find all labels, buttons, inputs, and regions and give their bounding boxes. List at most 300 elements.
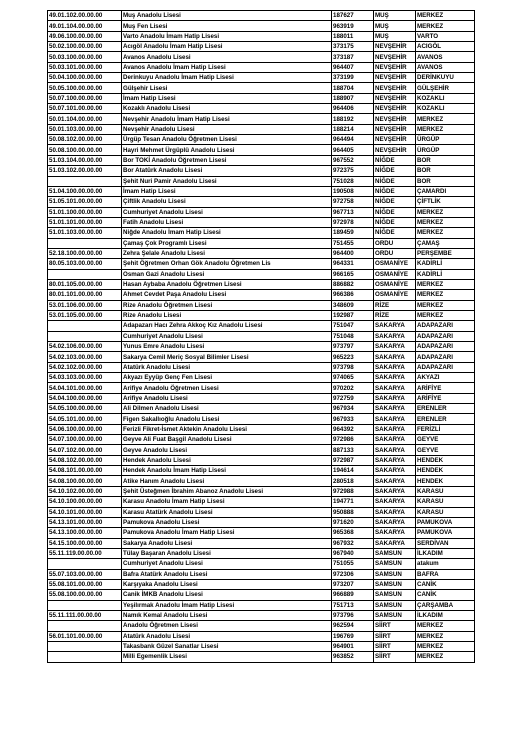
district-cell: AVANOS xyxy=(416,62,475,72)
school-id-cell: 964406 xyxy=(332,104,374,114)
institution-code-cell: 54.15.100.00.00.00 xyxy=(48,538,122,548)
province-cell: SİİRT xyxy=(374,652,416,662)
school-name-cell: Cumhuriyet Anadolu Lisesi xyxy=(122,207,332,217)
district-cell: KOZAKLI xyxy=(416,93,475,103)
school-id-cell: 965368 xyxy=(332,528,374,538)
school-name-cell: Tülay Başaran Anadolu Lisesi xyxy=(122,548,332,558)
table-row xyxy=(48,528,475,538)
district-cell: MERKEZ xyxy=(416,217,475,227)
district-cell: ÜRGÜP xyxy=(416,145,475,155)
table-row xyxy=(48,352,475,362)
table-row xyxy=(48,569,475,579)
province-cell: NEVŞEHİR xyxy=(374,83,416,93)
school-id-cell: 964494 xyxy=(332,135,374,145)
school-name-cell: Atike Hanım Anadolu Lisesi xyxy=(122,476,332,486)
school-name-cell: Ürgüp Tesan Anadolu Öğretmen Lisesi xyxy=(122,135,332,145)
school-id-cell: 973798 xyxy=(332,362,374,372)
province-cell: SAMSUN xyxy=(374,548,416,558)
province-cell: SAKARYA xyxy=(374,393,416,403)
district-cell: MERKEZ xyxy=(416,124,475,134)
school-id-cell: 192987 xyxy=(332,310,374,320)
school-id-cell: 963919 xyxy=(332,21,374,31)
district-cell: AKYAZI xyxy=(416,373,475,383)
institution-code-cell: 49.01.104.00.00.00 xyxy=(48,21,122,31)
institution-code-cell: 54.13.100.00.00.00 xyxy=(48,528,122,538)
province-cell: NEVŞEHİR xyxy=(374,93,416,103)
school-id-cell: 967940 xyxy=(332,548,374,558)
province-cell: SAKARYA xyxy=(374,342,416,352)
table-row xyxy=(48,548,475,558)
table-row xyxy=(48,135,475,145)
district-cell: KARASU xyxy=(416,497,475,507)
province-cell: SAKARYA xyxy=(374,373,416,383)
school-name-cell: Zehra Şelale Anadolu Lisesi xyxy=(122,248,332,258)
school-name-cell: Şehit Öğretmen Orhan Gök Anadolu Öğretmen Lis xyxy=(122,259,332,269)
school-name-cell: Geyve Ali Fuat Başgil Anadolu Lisesi xyxy=(122,435,332,445)
institution-code-cell xyxy=(48,652,122,662)
institution-code-cell: 54.10.101.00.00.00 xyxy=(48,507,122,517)
table-row xyxy=(48,621,475,631)
province-cell: SAKARYA xyxy=(374,517,416,527)
province-cell: SAKARYA xyxy=(374,538,416,548)
school-name-cell: Derinkuyu Anadolu İmam Hatip Lisesi xyxy=(122,73,332,83)
institution-code-cell: 51.01.100.00.00.00 xyxy=(48,207,122,217)
school-id-cell: 751047 xyxy=(332,321,374,331)
school-name-cell: Acıgöl Anadolu İmam Hatip Lisesi xyxy=(122,42,332,52)
province-cell: OSMANİYE xyxy=(374,279,416,289)
institution-code-cell: 50.07.100.00.00.00 xyxy=(48,93,122,103)
school-id-cell: 887133 xyxy=(332,445,374,455)
school-name-cell: Ali Dilmen Anadolu Lisesi xyxy=(122,404,332,414)
district-cell: MERKEZ xyxy=(416,290,475,300)
school-name-cell: Arifiye Anadolu Lisesi xyxy=(122,393,332,403)
institution-code-cell xyxy=(48,238,122,248)
institution-code-cell: 54.08.102.00.00.00 xyxy=(48,455,122,465)
province-cell: MUŞ xyxy=(374,11,416,21)
table-row xyxy=(48,269,475,279)
institution-code-cell: 51.05.101.00.00.00 xyxy=(48,197,122,207)
institution-code-cell: 55.08.101.00.00.00 xyxy=(48,579,122,589)
institution-code-cell: 49.01.102.00.00.00 xyxy=(48,11,122,21)
school-id-cell: 970202 xyxy=(332,383,374,393)
school-id-cell: 964901 xyxy=(332,641,374,651)
institution-code-cell: 54.04.100.00.00.00 xyxy=(48,393,122,403)
school-id-cell: 973797 xyxy=(332,342,374,352)
school-id-cell: 194771 xyxy=(332,497,374,507)
district-cell: ARİFİYE xyxy=(416,393,475,403)
province-cell: NEVŞEHİR xyxy=(374,135,416,145)
institution-code-cell: 54.02.102.00.00.00 xyxy=(48,362,122,372)
district-cell: ÜRGÜP xyxy=(416,135,475,145)
school-id-cell: 751713 xyxy=(332,600,374,610)
district-cell: atakum xyxy=(416,559,475,569)
province-cell: SAKARYA xyxy=(374,466,416,476)
province-cell: SAMSUN xyxy=(374,600,416,610)
institution-code-cell xyxy=(48,321,122,331)
table-row xyxy=(48,207,475,217)
district-cell: ÇİFTLİK xyxy=(416,197,475,207)
district-cell: ADAPAZARI xyxy=(416,362,475,372)
table-row xyxy=(48,145,475,155)
school-name-cell: Hasan Aybaba Anadolu Öğretmen Lisesi xyxy=(122,279,332,289)
school-id-cell: 188907 xyxy=(332,93,374,103)
province-cell: SAKARYA xyxy=(374,528,416,538)
school-name-cell: Hendek Anadolu Lisesi xyxy=(122,455,332,465)
province-cell: NİĞDE xyxy=(374,176,416,186)
district-cell: ERENLER xyxy=(416,414,475,424)
province-cell: NEVŞEHİR xyxy=(374,104,416,114)
school-name-cell: Nevşehir Anadolu Lisesi xyxy=(122,124,332,134)
school-name-cell: Varto Anadolu İmam Hatip Lisesi xyxy=(122,31,332,41)
school-id-cell: 189459 xyxy=(332,228,374,238)
province-cell: SAKARYA xyxy=(374,414,416,424)
institution-code-cell: 51.03.104.00.00.00 xyxy=(48,155,122,165)
district-cell: MERKEZ xyxy=(416,279,475,289)
institution-code-cell: 54.04.101.00.00.00 xyxy=(48,383,122,393)
institution-code-cell: 55.11.119.00.00.00 xyxy=(48,548,122,558)
institution-code-cell: 51.01.101.00.00.00 xyxy=(48,217,122,227)
school-id-cell: 188011 xyxy=(332,31,374,41)
province-cell: SAKARYA xyxy=(374,507,416,517)
school-id-cell: 973796 xyxy=(332,610,374,620)
school-name-cell: Nevşehir Anadolu İmam Hatip Lisesi xyxy=(122,114,332,124)
province-cell: NİĞDE xyxy=(374,155,416,165)
table-row xyxy=(48,310,475,320)
province-cell: RİZE xyxy=(374,300,416,310)
district-cell: BAFRA xyxy=(416,569,475,579)
district-cell: ERENLER xyxy=(416,404,475,414)
school-id-cell: 964392 xyxy=(332,424,374,434)
school-id-cell: 966165 xyxy=(332,269,374,279)
province-cell: NEVŞEHİR xyxy=(374,42,416,52)
district-cell: İLKADIM xyxy=(416,548,475,558)
school-name-cell: Milli Egemenlik Lisesi xyxy=(122,652,332,662)
institution-code-cell: 54.08.101.00.00.00 xyxy=(48,466,122,476)
table-row xyxy=(48,248,475,258)
school-name-cell: Osman Gazi Anadolu Lisesi xyxy=(122,269,332,279)
school-table xyxy=(47,10,475,663)
province-cell: SAMSUN xyxy=(374,559,416,569)
institution-code-cell: 80.01.101.00.00.00 xyxy=(48,290,122,300)
district-cell: PAMUKOVA xyxy=(416,517,475,527)
table-row xyxy=(48,383,475,393)
district-cell: MERKEZ xyxy=(416,21,475,31)
province-cell: NİĞDE xyxy=(374,228,416,238)
district-cell: KOZAKLI xyxy=(416,104,475,114)
table-row xyxy=(48,21,475,31)
province-cell: SAKARYA xyxy=(374,476,416,486)
province-cell: SAMSUN xyxy=(374,610,416,620)
school-name-cell: Ahmet Cevdet Paşa Anadolu Lisesi xyxy=(122,290,332,300)
province-cell: MUŞ xyxy=(374,21,416,31)
school-name-cell: Atatürk Anadolu Lisesi xyxy=(122,631,332,641)
school-name-cell: Çiftlik Anadolu Lisesi xyxy=(122,197,332,207)
institution-code-cell: 54.06.100.00.00.00 xyxy=(48,424,122,434)
district-cell: BOR xyxy=(416,155,475,165)
school-name-cell: Anadolu Öğretmen Lisesi xyxy=(122,621,332,631)
institution-code-cell: 50.04.100.00.00.00 xyxy=(48,73,122,83)
institution-code-cell: 49.06.100.00.00.00 xyxy=(48,31,122,41)
province-cell: OSMANİYE xyxy=(374,290,416,300)
table-row xyxy=(48,559,475,569)
table-row xyxy=(48,321,475,331)
district-cell: GEYVE xyxy=(416,435,475,445)
table-row xyxy=(48,11,475,21)
school-id-cell: 972978 xyxy=(332,217,374,227)
district-cell: HENDEK xyxy=(416,455,475,465)
table-row xyxy=(48,600,475,610)
province-cell: NİĞDE xyxy=(374,186,416,196)
school-name-cell: Çamaş Çok Programlı Lisesi xyxy=(122,238,332,248)
school-name-cell: Ferizli Fikret-İsmet Aktekin Anadolu Lisesi xyxy=(122,424,332,434)
school-id-cell: 751028 xyxy=(332,176,374,186)
table-row xyxy=(48,466,475,476)
district-cell: KADİRLİ xyxy=(416,269,475,279)
district-cell: GEYVE xyxy=(416,445,475,455)
table-row xyxy=(48,166,475,176)
institution-code-cell xyxy=(48,641,122,651)
table-row xyxy=(48,217,475,227)
school-name-cell: Kozaklı Anadolu Lisesi xyxy=(122,104,332,114)
school-name-cell: Bor Atatürk Anadolu Lisesi xyxy=(122,166,332,176)
province-cell: SİİRT xyxy=(374,631,416,641)
table-row xyxy=(48,52,475,62)
school-name-cell: Şehit Üsteğmen İbrahim Abanoz Anadolu Lisesi xyxy=(122,486,332,496)
district-cell: ÇARŞAMBA xyxy=(416,600,475,610)
institution-code-cell xyxy=(48,559,122,569)
province-cell: ORDU xyxy=(374,248,416,258)
school-id-cell: 967932 xyxy=(332,538,374,548)
province-cell: NİĞDE xyxy=(374,197,416,207)
school-id-cell: 751455 xyxy=(332,238,374,248)
district-cell: PERŞEMBE xyxy=(416,248,475,258)
district-cell: MERKEZ xyxy=(416,310,475,320)
table-row xyxy=(48,186,475,196)
institution-code-cell: 51.01.103.00.00.00 xyxy=(48,228,122,238)
district-cell: ÇAMARDI xyxy=(416,186,475,196)
table-row xyxy=(48,362,475,372)
district-cell: BOR xyxy=(416,176,475,186)
school-id-cell: 188704 xyxy=(332,83,374,93)
table-row xyxy=(48,114,475,124)
province-cell: OSMANİYE xyxy=(374,269,416,279)
school-name-cell: Rize Anadolu Lisesi xyxy=(122,310,332,320)
school-id-cell: 967933 xyxy=(332,414,374,424)
table-row xyxy=(48,342,475,352)
province-cell: NİĞDE xyxy=(374,207,416,217)
school-name-cell: Canik İMKB Anadolu Lisesi xyxy=(122,590,332,600)
school-id-cell: 187627 xyxy=(332,11,374,21)
school-id-cell: 194614 xyxy=(332,466,374,476)
school-name-cell: Cumhuriyet Anadolu Lisesi xyxy=(122,331,332,341)
district-cell: ARİFİYE xyxy=(416,383,475,393)
school-name-cell: Cumhuriyet Anadolu Lisesi xyxy=(122,559,332,569)
school-id-cell: 972375 xyxy=(332,166,374,176)
table-row xyxy=(48,424,475,434)
province-cell: NEVŞEHİR xyxy=(374,114,416,124)
school-name-cell: İmam Hatip Lisesi xyxy=(122,186,332,196)
institution-code-cell: 50.03.101.00.00.00 xyxy=(48,62,122,72)
institution-code-cell: 54.03.103.00.00.00 xyxy=(48,373,122,383)
province-cell: SAKARYA xyxy=(374,362,416,372)
institution-code-cell: 51.03.102.00.00.00 xyxy=(48,166,122,176)
school-name-cell: Takasbank Güzel Sanatlar Lisesi xyxy=(122,641,332,651)
table-row xyxy=(48,238,475,248)
district-cell: DERİNKUYU xyxy=(416,73,475,83)
institution-code-cell: 51.04.100.00.00.00 xyxy=(48,186,122,196)
school-id-cell: 964405 xyxy=(332,145,374,155)
school-id-cell: 348609 xyxy=(332,300,374,310)
school-id-cell: 972759 xyxy=(332,393,374,403)
school-name-cell: Karasu Atatürk Anadolu Lisesi xyxy=(122,507,332,517)
school-name-cell: Gülşehir Lisesi xyxy=(122,83,332,93)
school-id-cell: 962594 xyxy=(332,621,374,631)
institution-code-cell: 54.05.100.00.00.00 xyxy=(48,404,122,414)
institution-code-cell: 54.02.106.00.00.00 xyxy=(48,342,122,352)
district-cell: MERKEZ xyxy=(416,631,475,641)
table-row xyxy=(48,42,475,52)
province-cell: NEVŞEHİR xyxy=(374,62,416,72)
district-cell: MERKEZ xyxy=(416,114,475,124)
district-cell: GÜLŞEHİR xyxy=(416,83,475,93)
province-cell: SAKARYA xyxy=(374,321,416,331)
school-id-cell: 751055 xyxy=(332,559,374,569)
institution-code-cell xyxy=(48,176,122,186)
school-name-cell: Atatürk Anadolu Lisesi xyxy=(122,362,332,372)
school-name-cell: Hayri Mehmet Ürgüplü Anadolu Lisesi xyxy=(122,145,332,155)
province-cell: NİĞDE xyxy=(374,217,416,227)
district-cell: HENDEK xyxy=(416,466,475,476)
institution-code-cell: 50.08.100.00.00.00 xyxy=(48,145,122,155)
table-row xyxy=(48,507,475,517)
table-row xyxy=(48,414,475,424)
school-name-cell: Fatih Anadolu Lisesi xyxy=(122,217,332,227)
province-cell: NEVŞEHİR xyxy=(374,52,416,62)
table-row xyxy=(48,373,475,383)
district-cell: CANİK xyxy=(416,590,475,600)
school-name-cell: Namık Kemal Anadolu Lisesi xyxy=(122,610,332,620)
province-cell: NİĞDE xyxy=(374,166,416,176)
school-name-cell: Muş Fen Lisesi xyxy=(122,21,332,31)
school-name-cell: Bor TOKİ Anadolu Öğretmen Lisesi xyxy=(122,155,332,165)
school-id-cell: 373175 xyxy=(332,42,374,52)
institution-code-cell xyxy=(48,621,122,631)
province-cell: SAMSUN xyxy=(374,590,416,600)
table-row xyxy=(48,404,475,414)
table-row xyxy=(48,517,475,527)
district-cell: ADAPAZARI xyxy=(416,352,475,362)
province-cell: SAKARYA xyxy=(374,455,416,465)
school-name-cell: Avanos Anadolu Lisesi xyxy=(122,52,332,62)
school-id-cell: 886882 xyxy=(332,279,374,289)
table-row xyxy=(48,579,475,589)
province-cell: SAKARYA xyxy=(374,424,416,434)
school-id-cell: 967934 xyxy=(332,404,374,414)
table-row xyxy=(48,435,475,445)
district-cell: MERKEZ xyxy=(416,300,475,310)
institution-code-cell: 54.07.102.00.00.00 xyxy=(48,445,122,455)
institution-code-cell: 50.05.100.00.00.00 xyxy=(48,83,122,93)
school-name-cell: Rize Anadolu Öğretmen Lisesi xyxy=(122,300,332,310)
province-cell: SAKARYA xyxy=(374,435,416,445)
school-id-cell: 967552 xyxy=(332,155,374,165)
table-row xyxy=(48,197,475,207)
school-id-cell: 972306 xyxy=(332,569,374,579)
table-row xyxy=(48,610,475,620)
institution-code-cell: 50.01.104.00.00.00 xyxy=(48,114,122,124)
institution-code-cell: 55.11.111.00.00.00 xyxy=(48,610,122,620)
school-name-cell: Pamukova Anadolu Lisesi xyxy=(122,517,332,527)
institution-code-cell: 54.10.102.00.00.00 xyxy=(48,486,122,496)
institution-code-cell: 55.07.103.00.00.00 xyxy=(48,569,122,579)
school-name-cell: Avanos Anadolu İmam Hatip Lisesi xyxy=(122,62,332,72)
table-row xyxy=(48,104,475,114)
institution-code-cell: 54.07.100.00.00.00 xyxy=(48,435,122,445)
institution-code-cell: 80.05.103.00.00.00 xyxy=(48,259,122,269)
district-cell: SERDİVAN xyxy=(416,538,475,548)
school-name-cell: Bafra Atatürk Anadolu Lisesi xyxy=(122,569,332,579)
school-id-cell: 950888 xyxy=(332,507,374,517)
table-row xyxy=(48,259,475,269)
institution-code-cell xyxy=(48,269,122,279)
table-row xyxy=(48,83,475,93)
school-id-cell: 972986 xyxy=(332,435,374,445)
institution-code-cell: 52.18.100.00.00.00 xyxy=(48,248,122,258)
province-cell: SAKARYA xyxy=(374,352,416,362)
province-cell: SİİRT xyxy=(374,641,416,651)
institution-code-cell xyxy=(48,600,122,610)
province-cell: SİİRT xyxy=(374,621,416,631)
school-id-cell: 973207 xyxy=(332,579,374,589)
institution-code-cell: 53.01.105.00.00.00 xyxy=(48,310,122,320)
table-row xyxy=(48,641,475,651)
table-row xyxy=(48,155,475,165)
province-cell: NEVŞEHİR xyxy=(374,145,416,155)
school-id-cell: 964400 xyxy=(332,248,374,258)
table-row xyxy=(48,497,475,507)
table-row xyxy=(48,486,475,496)
institution-code-cell: 53.01.106.00.00.00 xyxy=(48,300,122,310)
school-name-cell: Karşıyaka Anadolu Lisesi xyxy=(122,579,332,589)
table-row xyxy=(48,228,475,238)
table-row xyxy=(48,93,475,103)
school-name-cell: Akyazı Eyyüp Genç Fen Lisesi xyxy=(122,373,332,383)
district-cell: MERKEZ xyxy=(416,621,475,631)
table-row xyxy=(48,445,475,455)
district-cell: VARTO xyxy=(416,31,475,41)
province-cell: MUŞ xyxy=(374,31,416,41)
school-id-cell: 965223 xyxy=(332,352,374,362)
district-cell: MERKEZ xyxy=(416,641,475,651)
district-cell: İLKADIM xyxy=(416,610,475,620)
institution-code-cell: 56.01.101.00.00.00 xyxy=(48,631,122,641)
institution-code-cell: 50.03.100.00.00.00 xyxy=(48,52,122,62)
province-cell: SAKARYA xyxy=(374,445,416,455)
table-row xyxy=(48,279,475,289)
school-name-cell: Yunus Emre Anadolu Lisesi xyxy=(122,342,332,352)
school-name-cell: Karasu Anadolu İmam Hatip Lisesi xyxy=(122,497,332,507)
province-cell: SAKARYA xyxy=(374,331,416,341)
table-row xyxy=(48,73,475,83)
institution-code-cell: 80.01.105.00.00.00 xyxy=(48,279,122,289)
school-id-cell: 967713 xyxy=(332,207,374,217)
school-id-cell: 190508 xyxy=(332,186,374,196)
school-name-cell: Hendek Anadolu İmam Hatip Lisesi xyxy=(122,466,332,476)
table-row xyxy=(48,393,475,403)
table-row xyxy=(48,331,475,341)
table-row xyxy=(48,455,475,465)
school-name-cell: Niğde Anadolu İmam Hatip Lisesi xyxy=(122,228,332,238)
